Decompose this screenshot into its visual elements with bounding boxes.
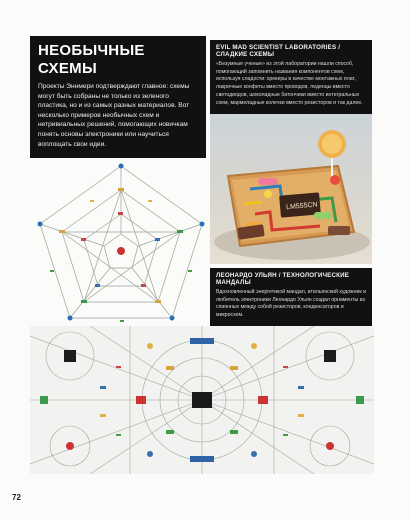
section-title: НЕОБЫЧНЫЕ СХЕМЫ bbox=[38, 42, 145, 77]
intro-panel bbox=[30, 36, 206, 158]
mandala-caption-heading: ЛЕОНАРДО УЛЬЯН / ТЕХНОЛОГИЧЕСКИЕ МАНДАЛЫ bbox=[216, 272, 350, 286]
candy-circuit-illustration bbox=[210, 114, 372, 264]
intro-text: Проекты Эннмери подтверждают главное: схемы могут быть собраны не только из зеленого пластика, но и из самых разных материалов. Вот несколько примеров необычных схем и нетривиальных решений, помогающих новичкам понять основы электроники или научиться воплощать свои идеи. bbox=[38, 83, 190, 148]
pentagon-mandala-illustration bbox=[30, 160, 212, 328]
cake-caption-text: «Безумные ученые» из этой лаборатории нашли способ, помогающий запомнить названия компонентов схем, используя сладости: крекеры в качестве монтажных плат, лакричные конфеты вместо проводов, леденцы вместо светодиодов, шоколадные батончики вместо интегральных схем, мармеладные колечки вместо резисторов и так далее. bbox=[216, 61, 363, 106]
pentagon-mandala-artwork bbox=[30, 160, 212, 328]
mandala-caption-text: Вдохновленный энергетикой мандал, итальянский художник и любитель электроники Леонардо Ульян создал орнаменты из спаянных между собой резисторов, конденсаторов и микросхем. bbox=[216, 289, 366, 319]
cake-caption-heading: EVIL MAD SCIENTIST LABORATORIES / СЛАДКИЕ СХЕМЫ bbox=[216, 44, 341, 58]
page-number: 72 bbox=[12, 493, 21, 502]
circuit-mandala-illustration bbox=[30, 326, 374, 474]
candy-circuit-photo bbox=[210, 114, 372, 264]
mandala-caption bbox=[210, 268, 372, 326]
cake-caption bbox=[210, 40, 372, 114]
chip-label: LM555CN bbox=[285, 201, 318, 212]
circuit-mandala-artwork bbox=[30, 326, 374, 474]
